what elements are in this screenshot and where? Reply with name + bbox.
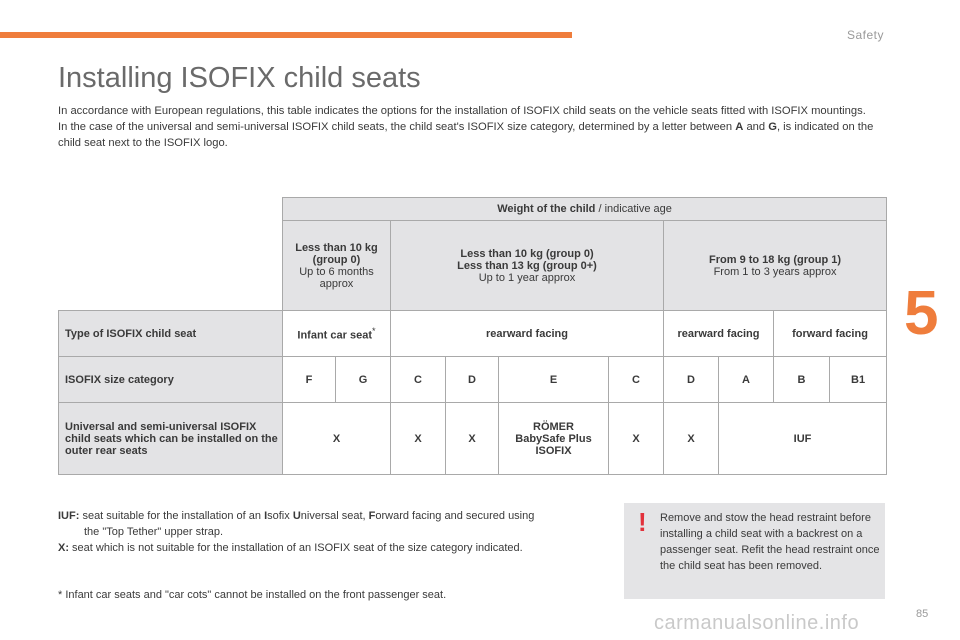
legend-iuf-cont: the "Top Tether" upper strap. xyxy=(84,526,224,538)
size-cell xyxy=(499,357,609,403)
x-label: X: xyxy=(58,542,69,554)
intro-paragraph-1: In accordance with European regulations, this table indicates the options for the installation of ISOFIX child seats on the vehicle seats fitted with ISOFIX mountings. xyxy=(58,105,866,117)
group-0-cell xyxy=(283,221,391,311)
iuf-text: sofix xyxy=(267,510,293,522)
size-letter: B xyxy=(797,373,806,386)
iuf-letter-u: U xyxy=(292,510,301,522)
rearward-facing-cell-2 xyxy=(664,311,774,357)
infant-car-seat: Infant car seat xyxy=(297,329,372,342)
forward-facing: forward facing xyxy=(792,327,868,340)
size-cell xyxy=(609,357,664,403)
group-1-age: From 1 to 3 years approx xyxy=(713,265,837,278)
infant-car-seat-cell xyxy=(283,311,391,357)
size-row xyxy=(59,357,887,403)
size-cell xyxy=(336,357,391,403)
isofix-table xyxy=(58,197,887,475)
size-letter: D xyxy=(687,373,695,386)
group-row xyxy=(59,221,887,311)
watermark: carmanualsonline.info xyxy=(654,612,860,634)
size-cell xyxy=(283,357,336,403)
not-suitable-mark: X xyxy=(687,432,695,445)
not-suitable-mark: X xyxy=(332,432,341,445)
not-suitable-mark: X xyxy=(414,432,422,445)
legend-x xyxy=(58,540,588,556)
iuf-mark: IUF xyxy=(793,432,812,445)
legend xyxy=(58,508,588,556)
intro-p2-end: , is indicated on the child seat next to the ISOFIX logo. xyxy=(58,121,874,149)
size-letter: B1 xyxy=(851,373,866,386)
rearward-facing-2: rearward facing xyxy=(677,327,760,340)
iuf-text: seat suitable for the installation of an xyxy=(79,510,265,522)
warning-text: Remove and stow the head restraint before installing a child seat with a backrest on a passenger seat. Refit the head restraint once the child seat has been removed. xyxy=(660,512,880,572)
universal-cell-e xyxy=(499,403,609,475)
letter-a: A xyxy=(735,121,744,133)
group-0-age: Up to 6 months approx xyxy=(299,265,374,290)
group-0plus-weight: Less than 13 kg (group 0+) xyxy=(457,259,597,272)
romer-line-2: BabySafe Plus xyxy=(515,432,592,445)
intro-paragraph-2 xyxy=(58,119,888,151)
size-letter: C xyxy=(632,373,640,386)
universal-row-label: Universal and semi-universal ISOFIX child seats which can be installed on the outer rear seats xyxy=(59,403,283,475)
section-label: Safety xyxy=(846,28,884,42)
universal-cell-forward xyxy=(719,403,887,475)
not-suitable-mark: X xyxy=(632,432,640,445)
group-0-weight: Less than 10 kg (group 0) xyxy=(295,241,378,266)
legend-iuf xyxy=(58,508,588,524)
universal-cell-infant xyxy=(283,403,391,475)
type-row-label: Type of ISOFIX child seat xyxy=(59,311,283,357)
group-0-weight-2: Less than 10 kg (group 0) xyxy=(460,247,594,260)
blank-cell xyxy=(59,221,283,311)
universal-row xyxy=(59,403,887,475)
forward-facing-cell xyxy=(774,311,887,357)
footnote: * Infant car seats and "car cots" cannot be installed on the front passenger seat. xyxy=(58,589,447,601)
universal-cell-d xyxy=(446,403,499,475)
size-letter: F xyxy=(305,373,313,386)
weight-header-bold: Weight of the child xyxy=(497,203,596,215)
section-color-bar xyxy=(0,32,572,38)
size-letter: A xyxy=(742,373,750,386)
size-letter: D xyxy=(468,373,476,386)
size-cell xyxy=(391,357,446,403)
footnote-marker: * xyxy=(372,325,376,336)
exclamation-icon: ! xyxy=(638,507,647,537)
chapter-number: 5 xyxy=(904,279,939,348)
size-cell xyxy=(719,357,774,403)
warning-box xyxy=(624,503,885,599)
intro-p2-start: In the case of the universal and semi-universal ISOFIX child seats, the child seat's ISOFIX size category, determined by a letter between xyxy=(58,121,736,133)
size-cell xyxy=(664,357,719,403)
size-cell xyxy=(446,357,499,403)
letter-g: G xyxy=(768,121,777,133)
group-1-weight: From 9 to 18 kg (group 1) xyxy=(709,253,842,266)
weight-header-row xyxy=(59,198,887,221)
iuf-label: IUF: xyxy=(58,510,80,522)
size-row-label: ISOFIX size category xyxy=(59,357,283,403)
iuf-text: orward facing and secured using xyxy=(375,510,535,522)
universal-cell-c xyxy=(391,403,446,475)
intro-p2-and: and xyxy=(743,121,769,133)
iuf-letter-f: F xyxy=(368,510,376,522)
page-number: 85 xyxy=(916,608,929,620)
intro-text xyxy=(58,103,888,151)
iuf-letter-i: I xyxy=(264,510,268,522)
size-letter: C xyxy=(414,373,422,386)
rearward-facing-cell xyxy=(391,311,664,357)
size-letter: G xyxy=(358,373,368,386)
x-text: seat which is not suitable for the installation of an ISOFIX seat of the size category indicated. xyxy=(69,542,523,554)
iuf-text: niversal seat, xyxy=(300,510,369,522)
romer-line-3: ISOFIX xyxy=(535,444,572,457)
universal-cell-c2 xyxy=(609,403,664,475)
group-0plus-age: Up to 1 year approx xyxy=(478,271,576,284)
not-suitable-mark: X xyxy=(468,432,476,445)
size-cell xyxy=(774,357,830,403)
weight-header-rest: / indicative age xyxy=(595,203,672,215)
blank-cell xyxy=(59,198,283,221)
rearward-facing-1: rearward facing xyxy=(486,327,568,340)
group-0plus-cell xyxy=(391,221,664,311)
size-letter: E xyxy=(549,373,558,386)
weight-header xyxy=(283,198,887,221)
size-cell xyxy=(830,357,887,403)
universal-cell-d2 xyxy=(664,403,719,475)
type-row xyxy=(59,311,887,357)
group-1-cell xyxy=(664,221,887,311)
page-title: Installing ISOFIX child seats xyxy=(58,62,421,94)
romer-line-1: RÖMER xyxy=(533,420,574,433)
